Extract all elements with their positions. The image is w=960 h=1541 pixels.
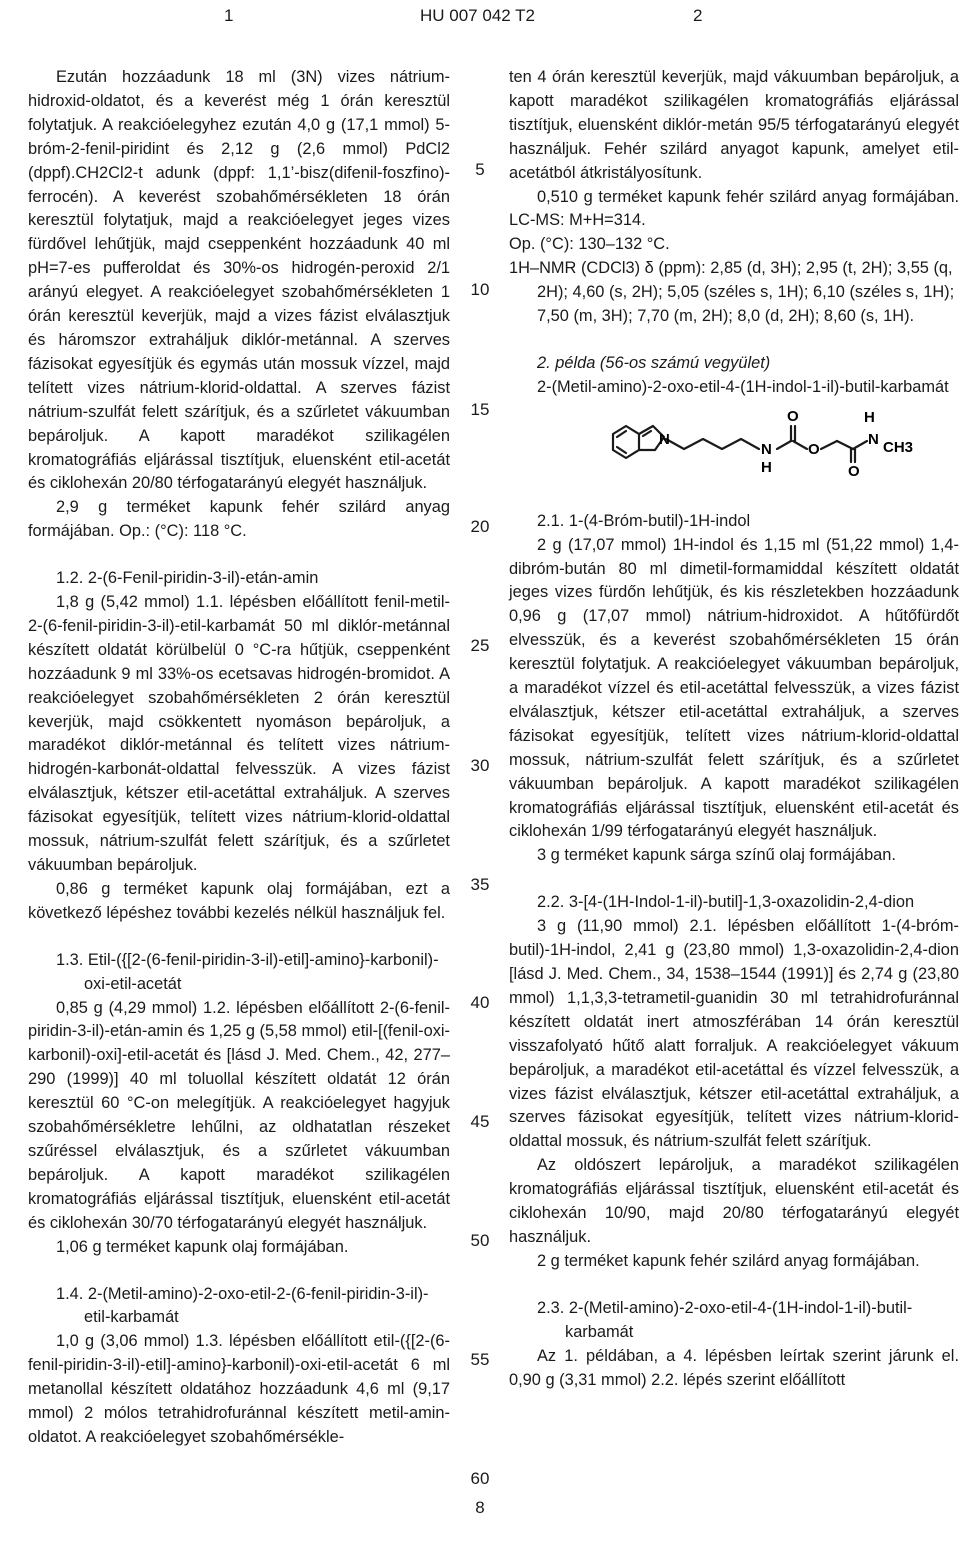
paragraph: ten 4 órán keresztül keverjük, majd vákuumban bepároljuk, a kapott maradékot szilikagélen kromatográfiás eljárással tisztítjuk, eluensként diklór-metán 95/5 térfogatarányú elegyét használjuk. Fehér szilárd anyagot kapunk, amelyet etil-acetátból átkristályosítunk. bbox=[509, 68, 959, 182]
paragraph: 2 g (17,07 mmol) 1H-indol és 1,15 ml (51,22 mmol) 1,4-dibróm-bután 80 ml dimetil-formamiddal készített oldatát jeges vizes fürdőn lehűtjük, és kis részletekben hozzáadunk 0,96 g (17,07 mmol) nátrium-hidroxidot. A hűtőfürdőt elvesszük, és a keverést szobahőmérsékleten 15 órán keresztül folytatjuk. A reakcióelegyet vákuumban bepároljuk, a maradékot vízzel és etil-acetáttal felvesszük, a vizes fázist elválasztjuk, kétszer etil-acetáttal extraháljuk, a szerves fázisokat egyesítjük, telített vizes nátrium-klorid-oldattal mossuk, nátrium-szulfát felett szárítjuk, és a szűrletet vákuumban bepároljuk. A kapott maradékot szilikagélen kromatográfiás eljárással tisztítjuk, eluensként etil-acetát és ciklohexán 1/99 térfogatarányú elegyét használjuk. bbox=[509, 535, 959, 841]
atom-label: H bbox=[761, 458, 772, 476]
section-heading: 1.4. 2-(Metil-amino)-2-oxo-etil-2-(6-fenil-piridin-3-il)-etil-karbamát bbox=[56, 1284, 429, 1327]
line-number-10: 10 bbox=[470, 280, 490, 299]
paragraph: 1,06 g terméket kapunk olaj formájában. bbox=[56, 1237, 349, 1256]
line-number-55: 55 bbox=[470, 1350, 490, 1369]
line-number-25: 25 bbox=[470, 636, 490, 655]
atom-label: H bbox=[864, 408, 875, 426]
line-number-30: 30 bbox=[470, 756, 490, 775]
left-column bbox=[28, 66, 450, 1450]
paragraph: 3 g (11,90 mmol) 2.1. lépésben előállított 1-(4-bróm-butil)-1H-indol, 2,41 g (23,80 mmol) 1,3-oxazolidin-2,4-dion [lásd J. Med. Chem., 34, 1538–1544 (1991)] és 2,74 g (23,80 mmol) 1,1,3,3-tetrametil-guanidin 30 ml tetrahidrofuránnal készített oldatát inert atmoszférában 14 órán keresztül visszafolyató hűtő alatt forraljuk. A reakcióelegyet vákuum bepároljuk, a maradékot etil-acetáttal és vízzel felvesszük, a vizes fázist elválasztjuk, kétszer etil-acetáttal extraháljuk, a szerves fázisokat egyesítjük, telített vizes nátrium-klorid-oldattal mossuk, és nátrium-szulfát felett szárítjuk. bbox=[509, 917, 959, 1151]
atom-label: O bbox=[848, 462, 860, 480]
document-id: HU 007 042 T2 bbox=[420, 6, 535, 25]
line-number-15: 15 bbox=[470, 400, 490, 419]
paragraph: 1,8 g (5,42 mmol) 1.1. lépésben előállított fenil-metil-2-(6-fenil-piridin-3-il)-etil-karbamát 50 ml diklór-metánnal készített oldatát körülbelül 0 °C-ra hűtjük, cseppenként hozzáadunk 9 ml 33%-os ecetsavas hidrogén-bromidot. A reakcióelegyet szobahőmérsékleten 2 órán keresztül keverjük, majd csökkentett nyomáson bepároljuk, a maradékot diklór-metánnal és telített vizes nátrium-hidrogén-karbonát-oldattal felvesszük. A vizes fázist elválasztjuk, kétszer etil-acetáttal extraháljuk. A szerves fázisokat egyesítjük, telített vizes nátrium-klorid-oldattal mossuk, nátrium-szulfát felett szárítjuk, és a szűrletet vákuumban bepároljuk. bbox=[28, 593, 450, 874]
chemical-structure bbox=[609, 406, 914, 480]
paragraph: 0,85 g (4,29 mmol) 1.2. lépésben előállított 2-(6-fenil-piridin-3-il)-etán-amin és 1,25 g (5,58 mmol) etil-[(fenil-oxi-karbonil)-oxi]-etil-acetát és [lásd J. Med. Chem., 42, 277–290 (1999)] 40 ml toluollal készített oldatát 12 órán keresztül 60 °C-on melegítjük. A reakcióelegyet hagyjuk szobahőmérsékletre lehűlni, az oldhatatlan részeket szűréssel elválasztjuk, és a szűrletet vákuumban bepároljuk. A kapott maradékot szilikagélen kromatográfiás eljárással tisztítjuk, eluensként etil-acetát és ciklohexán 30/70 térfogatarányú elegyét használjuk. bbox=[28, 998, 450, 1232]
paragraph: 0,510 g terméket kapunk fehér szilárd anyag formájában. LC-MS: M+H=314. bbox=[509, 187, 959, 230]
section-heading: 1.3. Etil-({[2-(6-fenil-piridin-3-il)-etil]-amino}-karbonil)-oxi-etil-acetát bbox=[56, 950, 439, 993]
atom-label: N bbox=[659, 430, 670, 448]
nmr-data: 1H–NMR (CDCl3) δ (ppm): 2,85 (d, 3H); 2,95 (t, 2H); 3,55 (q, 2H); 4,60 (s, 2H); 5,05 (széles s, 1H); 6,10 (széles s, 1H); 7,50 (m, 3H); 7,70 (m, 2H); 8,0 (d, 2H); 8,60 (s, 1H). bbox=[509, 259, 955, 326]
paragraph: Ezután hozzáadunk 18 ml (3N) vizes nátrium-hidroxid-oldatot, és a keverést még 1 órán keresztül folytatjuk. A reakcióelegyhez ezután 4,0 g (17,1 mmol) 5-bróm-2-fenil-piridint és 2,12 g (2,6 mmol) PdCl2 (dppf).CH2Cl2-t adunk (dppf: 1,1’-bisz(difenil-foszfino)-ferrocén). A keverést szobahőmérsékleten 18 órán keresztül folytatjuk, majd a reakcióelegyet jeges vizes fürdővel lehűtjük, majd cseppenként hozzáadunk 40 ml pH=7-es pufferoldat és 30%-os hidrogén-peroxid 2/1 arányú elegyet. A reakcióelegyet szobahőmérsékleten 1 órán keresztül keverjük, majd a vizes fázist elválasztjuk és háromszor extraháljuk diklór-metánnal. A szerves fázisokat egyesítjük és egymás után mossuk vízzel, majd telített vizes nátrium-klorid-oldattal. A szerves fázist nátrium-szulfát felett szárítjuk, és a szűrletet vákuumban bepároljuk. A kapott maradékot szilikagélen kromatográfiás eljárással tisztítjuk, eluensként etil-acetát és ciklohexán 20/80 térfogatarányú elegyét használjuk. bbox=[28, 68, 450, 493]
compound-name: 2-(Metil-amino)-2-oxo-etil-4-(1H-indol-1-il)-butil-karbamát bbox=[537, 377, 949, 396]
line-number-5: 5 bbox=[475, 160, 485, 179]
line-number-50: 50 bbox=[470, 1231, 490, 1250]
section-heading: 2.2. 3-[4-(1H-Indol-1-il)-butil]-1,3-oxazolidin-2,4-dion bbox=[537, 893, 915, 912]
section-heading: 2.3. 2-(Metil-amino)-2-oxo-etil-4-(1H-indol-1-il)-butil-karbamát bbox=[537, 1298, 913, 1341]
left-column-number: 1 bbox=[224, 6, 234, 25]
atom-label: O bbox=[787, 407, 799, 425]
right-column-number: 2 bbox=[693, 6, 703, 25]
line-number-40: 40 bbox=[470, 993, 490, 1012]
atom-label: CH3 bbox=[883, 438, 914, 456]
paragraph: Az 1. példában, a 4. lépésben leírtak szerint járunk el. 0,90 g (3,31 mmol) 2.2. lépés szerint előállított bbox=[509, 1346, 959, 1389]
paragraph: 0,86 g terméket kapunk olaj formájában, ezt a következő lépéshez további kezelés nélkül használjuk fel. bbox=[28, 879, 450, 922]
atom-label: O bbox=[808, 440, 820, 458]
paragraph: 1,0 g (3,06 mmol) 1.3. lépésben előállított etil-({[2-(6-fenil-piridin-3-il)-etil]-amino}-karbonil)-oxi-etil-acetát 6 ml metanollal készített oldatához hozzáadunk 4,6 ml (9,17 mmol) 2 mólos tetrahidrofuránnal készített metil-amin-oldatot. A reakcióelegyet szobahőmérsékle- bbox=[28, 1332, 450, 1446]
atom-label: N bbox=[761, 440, 772, 458]
line-number-20: 20 bbox=[470, 517, 490, 536]
paragraph: 2 g terméket kapunk fehér szilárd anyag formájában. bbox=[537, 1251, 920, 1270]
paragraph: Op. (°C): 130–132 °C. bbox=[509, 235, 670, 254]
paragraph: Az oldószert lepároljuk, a maradékot szilikagélen kromatográfiás eljárással tisztítjuk, eluensként etil-acetát és ciklohexán 10/90, majd 20/80 térfogatarányú elegyét használjuk. bbox=[509, 1156, 959, 1246]
line-number-35: 35 bbox=[470, 875, 490, 894]
right-column bbox=[509, 66, 959, 1392]
example-title: 2. példa (56-os számú vegyület) bbox=[537, 353, 771, 372]
section-heading: 2.1. 1-(4-Bróm-butil)-1H-indol bbox=[537, 511, 751, 530]
paragraph: 2,9 g terméket kapunk fehér szilárd anyag formájában. Op.: (°C): 118 °C. bbox=[28, 498, 450, 541]
paragraph: 3 g terméket kapunk sárga színű olaj formájában. bbox=[537, 846, 896, 865]
line-number-60: 60 bbox=[470, 1469, 490, 1488]
atom-label: N bbox=[868, 430, 879, 448]
page-number: 8 bbox=[475, 1498, 485, 1517]
section-heading: 1.2. 2-(6-Fenil-piridin-3-il)-etán-amin bbox=[56, 569, 319, 588]
line-number-45: 45 bbox=[470, 1112, 490, 1131]
